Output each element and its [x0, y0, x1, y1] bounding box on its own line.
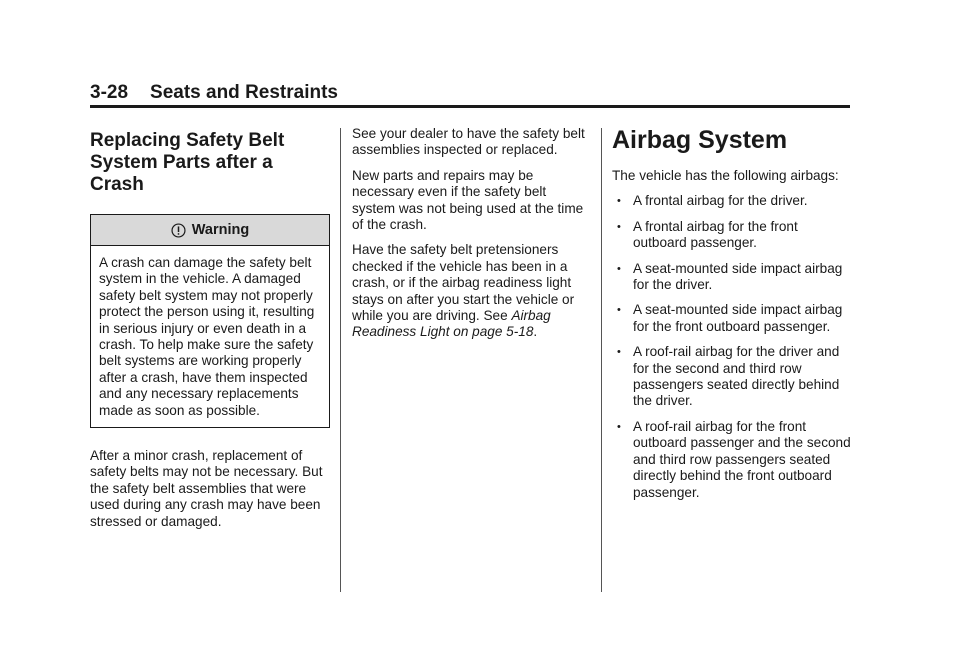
list-item-text: A seat-mounted side impact airbag for the driver.	[633, 260, 843, 293]
bullet-icon: •	[617, 420, 621, 433]
body-paragraph: After a minor crash, replacement of safety belts may not be necessary. But the safety belt assemblies that were used during any crash may have been stressed or damaged.	[90, 448, 323, 529]
paragraph-suffix: .	[533, 324, 538, 340]
warning-label: Warning	[191, 222, 250, 238]
page-number: 3-28	[90, 82, 129, 103]
list-item	[612, 261, 852, 294]
section-title: Seats and Restraints	[150, 82, 338, 103]
list-item-text: A frontal airbag for the front outboard passenger.	[633, 218, 798, 251]
bullet-icon: •	[617, 304, 621, 317]
list-item	[612, 302, 852, 335]
list-item	[612, 219, 852, 252]
paragraph-text: Have the safety belt pretensioners checked if the vehicle has been in a crash, or if the airbag readiness light stays on after you start the vehicle or while you are driving. See	[352, 242, 575, 324]
column-divider-left	[340, 128, 341, 592]
airbag-list	[612, 193, 852, 501]
warning-header	[91, 215, 329, 246]
list-item-text: A roof-rail airbag for the front outboard passenger and the second and third row passengers seated directly behind the front outboard passenger.	[633, 418, 851, 500]
major-heading: Airbag System	[612, 126, 788, 154]
column-middle	[352, 126, 590, 350]
section-heading: Replacing Safety Belt System Parts after a Crash	[90, 130, 285, 195]
list-item-text: A seat-mounted side impact airbag for the front outboard passenger.	[633, 302, 843, 334]
warning-icon	[171, 223, 186, 238]
column-left	[90, 126, 330, 539]
intro-paragraph: The vehicle has the following airbags:	[612, 168, 839, 183]
warning-body	[91, 246, 329, 427]
list-item-text: A frontal airbag for the driver.	[633, 193, 808, 209]
warning-box	[90, 214, 330, 428]
body-paragraph-with-reference	[352, 242, 590, 340]
page-header	[90, 82, 850, 104]
body-paragraph: New parts and repairs may be necessary even if the safety belt system was not being used at the time of the crash.	[352, 167, 584, 233]
cross-reference-link[interactable]: Airbag Readiness Light on page 5-18	[352, 308, 551, 340]
body-paragraph: See your dealer to have the safety belt assemblies inspected or replaced.	[352, 126, 585, 158]
bullet-icon: •	[617, 220, 621, 233]
list-item-text: A roof-rail airbag for the driver and for the second and third row passengers seated directly behind the driver.	[633, 344, 840, 409]
bullet-icon: •	[617, 346, 621, 359]
column-right	[612, 126, 852, 510]
header-rule	[90, 105, 850, 108]
warning-text: A crash can damage the safety belt system in the vehicle. A damaged safety belt system may not properly protect the person using it, resulting in serious injury or even death in a crash. To help make sure the safety belt systems are working properly after a crash, have them inspected and any necessary replacements made as soon as possible.	[99, 255, 315, 418]
list-item	[612, 193, 852, 209]
column-divider-right	[601, 128, 602, 592]
list-item	[612, 344, 852, 410]
bullet-icon: •	[617, 195, 621, 208]
list-item	[612, 419, 852, 501]
bullet-icon: •	[617, 262, 621, 275]
